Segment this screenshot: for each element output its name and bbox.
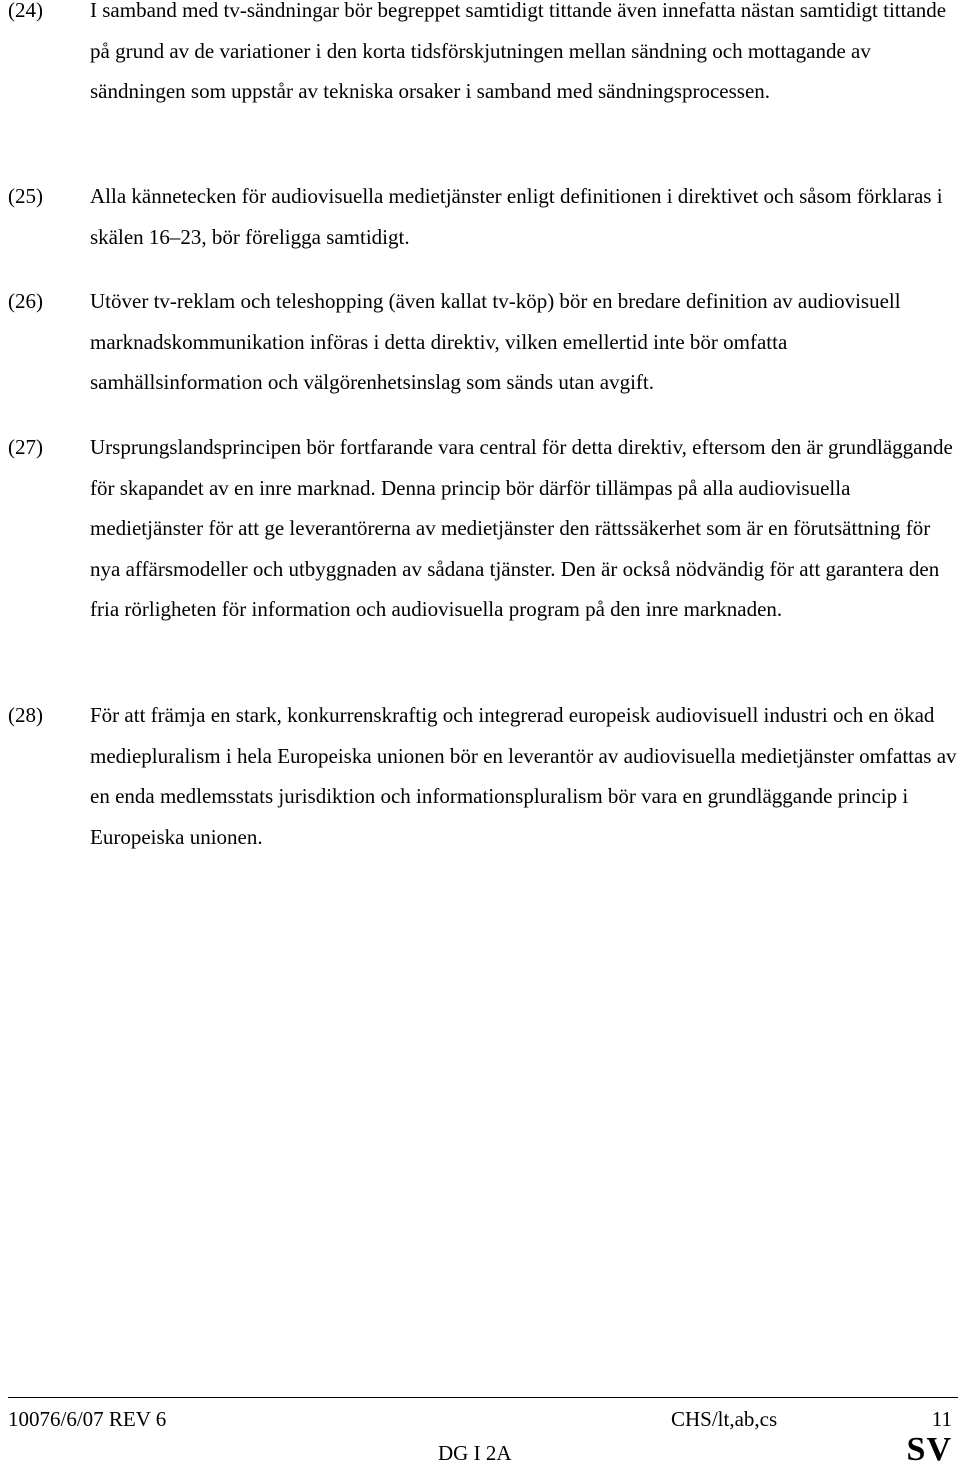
document-reference: 10076/6/07 REV 6 <box>8 1407 167 1431</box>
recital-number: (28) <box>8 703 43 727</box>
language-code: SV <box>906 1431 952 1468</box>
page-number: 11 <box>931 1407 952 1431</box>
footer-divider <box>8 1397 958 1398</box>
directorate-code: DG I 2A <box>438 1441 512 1465</box>
recital-text: Utöver tv-reklam och teleshopping (även kallat tv-köp) bör en bredare definition av audiovisuell marknadskommunikation införas i detta direktiv, vilken emellertid inte bör omfatta samhällsinformation och välgörenhetsinslag som sänds utan avgift. <box>90 289 901 394</box>
recital-number: (26) <box>8 289 43 313</box>
recital-number: (25) <box>8 184 43 208</box>
recital-text: Ursprungslandsprincipen bör fortfarande vara central för detta direktiv, eftersom den är grundläggande för skapandet av en inre marknad. Denna princip bör därför tillämpas på alla audiovisuella medietjänster för att ge leverantörerna av medietjänster den rättssäkerhet som är en förutsättning för nya affärsmodeller och utbyggnaden av sådana tjänster. Den är också nödvändig för att garantera den fria rörligheten för information och audiovisuella program på den inre marknaden. <box>90 435 953 621</box>
recital-text: För att främja en stark, konkurrenskraftig och integrerad europeisk audiovisuell industri och en ökad mediepluralism i hela Europeiska unionen bör en leverantör av audiovisuella medietjänster omfattas av en enda medlemsstats jurisdiktion och informationspluralism bör vara en grundläggande princip i Europeiska unionen. <box>90 703 957 849</box>
recital-text: Alla kännetecken för audiovisuella medietjänster enligt definitionen i direktivet och såsom förklaras i skälen 16–23, bör föreligga samtidigt. <box>90 184 943 249</box>
author-code: CHS/lt,ab,cs <box>671 1407 778 1431</box>
recital-text: I samband med tv-sändningar bör begreppet samtidigt tittande även innefatta nästan samtidigt tittande på grund av de variationer i den korta tidsförskjutningen mellan sändning och mottagande av sändningen som uppstår av tekniska orsaker i samband med sändningsprocessen. <box>90 0 947 103</box>
recital-number: (24) <box>8 0 43 22</box>
recital-number: (27) <box>8 435 43 459</box>
